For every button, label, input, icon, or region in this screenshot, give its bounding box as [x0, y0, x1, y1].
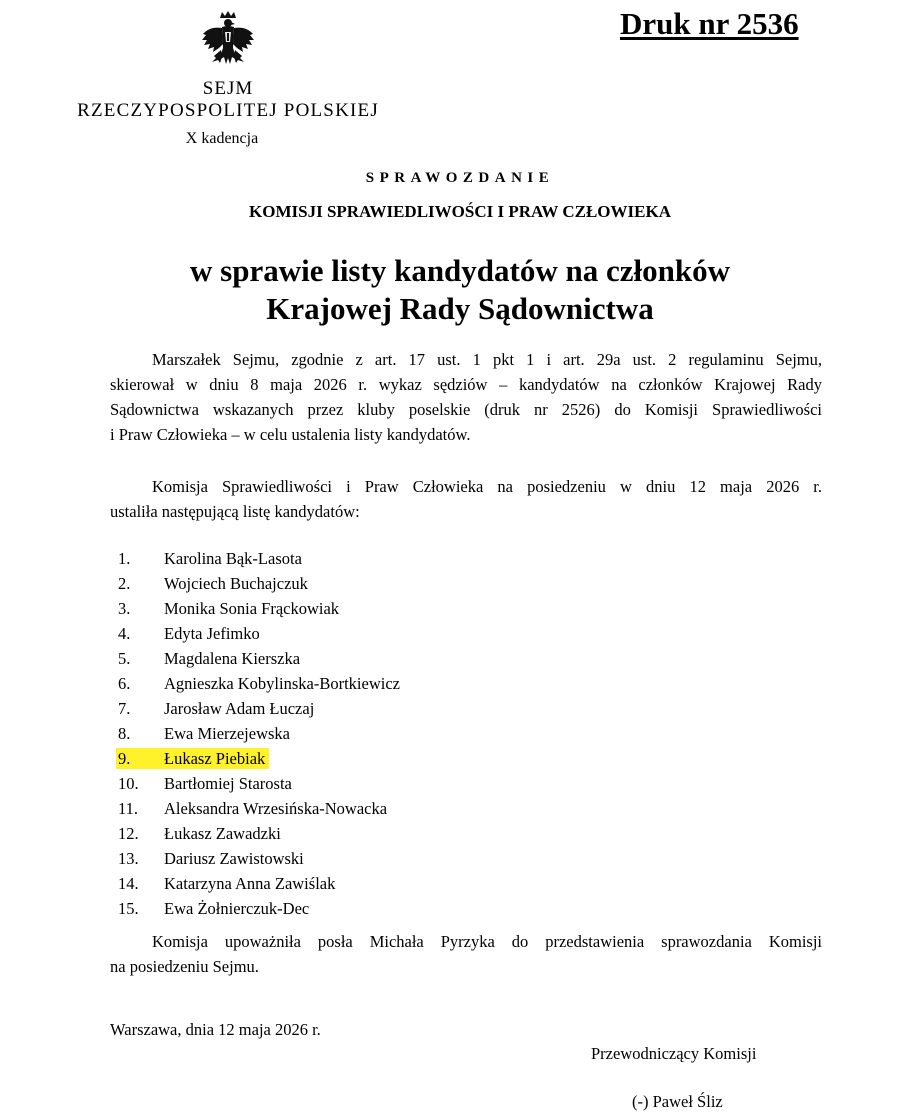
candidate-number: 9.	[118, 749, 131, 768]
paragraph-line: Komisja Sprawiedliwości i Praw Człowieka na posiedzeniu w dniu 12 maja 2026 r.	[152, 477, 822, 496]
candidate-number: 6.	[118, 674, 131, 693]
subject-line-2: Krajowej Rady Sądownictwa	[266, 291, 654, 326]
candidate-name: Ewa Mierzejewska	[164, 724, 290, 743]
candidate-name: Bartłomiej Starosta	[164, 774, 292, 793]
candidate-item	[118, 771, 400, 796]
candidate-entry	[118, 549, 302, 568]
candidate-entry	[118, 799, 387, 818]
subject-line-1: w sprawie listy kandydatów na członków	[190, 253, 730, 288]
candidate-name: Monika Sonia Frąckowiak	[164, 599, 340, 618]
candidate-name: Wojciech Buchajczuk	[164, 574, 308, 593]
candidate-number: 5.	[118, 649, 131, 668]
candidate-number: 14.	[118, 874, 139, 893]
paragraph-referral	[110, 347, 822, 447]
candidate-entry	[118, 774, 292, 793]
candidate-name: Jarosław Adam Łuczaj	[164, 699, 315, 718]
candidate-item	[118, 896, 400, 921]
candidate-item	[118, 696, 400, 721]
candidate-number: 3.	[118, 599, 131, 618]
candidate-entry	[118, 849, 304, 868]
document-type-label: SPRAWOZDANIE	[365, 170, 555, 186]
candidate-item	[118, 596, 400, 621]
candidate-item	[118, 746, 400, 771]
term-label: X kadencja	[185, 130, 259, 147]
candidate-item	[118, 846, 400, 871]
candidate-item	[118, 646, 400, 671]
candidate-item	[118, 821, 400, 846]
candidate-entry	[118, 599, 339, 618]
candidate-number: 7.	[118, 699, 131, 718]
candidate-number: 10.	[118, 774, 139, 793]
paragraph-line: i Praw Człowieka – w celu ustalenia listy kandydatów.	[110, 425, 471, 444]
polish-eagle-icon	[200, 10, 256, 74]
place-and-date: Warszawa, dnia 12 maja 2026 r.	[110, 1020, 321, 1039]
candidate-name: Agnieszka Kobylinska-Bortkiewicz	[164, 674, 400, 693]
candidate-entry	[118, 899, 309, 918]
candidate-number: 2.	[118, 574, 131, 593]
paragraph-committee-decision	[110, 474, 822, 524]
candidate-entry	[118, 624, 260, 643]
candidate-number: 11.	[118, 799, 139, 818]
candidate-number: 12.	[118, 824, 139, 843]
paragraph-line: na posiedzeniu Sejmu.	[110, 957, 259, 976]
candidate-name: Katarzyna Anna Zawiślak	[164, 874, 336, 893]
document-subject	[0, 252, 920, 328]
committee-name: KOMISJI SPRAWIEDLIWOŚCI I PRAW CZŁOWIEKA	[249, 202, 671, 221]
candidate-entry	[118, 824, 281, 843]
candidate-item	[118, 621, 400, 646]
institution-name: SEJM	[202, 78, 254, 99]
candidate-entry	[118, 674, 400, 693]
candidate-item	[118, 721, 400, 746]
candidate-entry	[118, 874, 335, 893]
candidate-list	[118, 546, 400, 921]
candidate-item	[118, 871, 400, 896]
candidate-number: 1.	[118, 549, 131, 568]
candidate-item	[118, 546, 400, 571]
candidate-name: Dariusz Zawistowski	[164, 849, 304, 868]
candidate-item	[118, 671, 400, 696]
candidate-name: Ewa Żołnierczuk-Dec	[164, 899, 310, 918]
paragraph-rapporteur	[110, 929, 822, 979]
candidate-name: Aleksandra Wrzesińska-Nowacka	[164, 799, 388, 818]
candidate-name: Magdalena Kierszka	[164, 649, 301, 668]
candidate-number: 13.	[118, 849, 139, 868]
chair-title: Przewodniczący Komisji	[591, 1044, 757, 1063]
candidate-item	[118, 571, 400, 596]
candidate-number: 4.	[118, 624, 131, 643]
candidate-number: 15.	[118, 899, 139, 918]
candidate-entry	[118, 649, 300, 668]
print-number: Druk nr 2536	[620, 6, 799, 41]
candidate-name: Edyta Jefimko	[164, 624, 260, 643]
paragraph-line: Komisja upoważniła posła Michała Pyrzyka do przedstawienia sprawozdania Komisji	[152, 932, 822, 951]
paragraph-line: ustaliła następującą listę kandydatów:	[110, 502, 360, 521]
institution-country: RZECZYPOSPOLITEJ POLSKIEJ	[77, 100, 379, 121]
candidate-item	[118, 796, 400, 821]
chair-signature-name: (-) Paweł Śliz	[632, 1092, 723, 1111]
candidate-entry	[118, 724, 290, 743]
paragraph-line: Marszałek Sejmu, zgodnie z art. 17 ust. 1 pkt 1 i art. 29a ust. 2 regulaminu Sejmu,	[152, 350, 822, 369]
candidate-entry	[118, 574, 308, 593]
highlighted-candidate	[116, 748, 269, 769]
candidate-name: Karolina Bąk-Lasota	[164, 549, 302, 568]
candidate-name: Łukasz Piebiak	[164, 749, 266, 768]
paragraph-line: Sądownictwa wskazanych przez kluby poselskie (druk nr 2526) do Komisji Sprawiedliwości	[110, 400, 822, 419]
candidate-name: Łukasz Zawadzki	[164, 824, 281, 843]
candidate-entry	[118, 699, 314, 718]
paragraph-line: skierował w dniu 8 maja 2026 r. wykaz sędziów – kandydatów na członków Krajowej Rady	[110, 375, 822, 394]
candidate-number: 8.	[118, 724, 131, 743]
